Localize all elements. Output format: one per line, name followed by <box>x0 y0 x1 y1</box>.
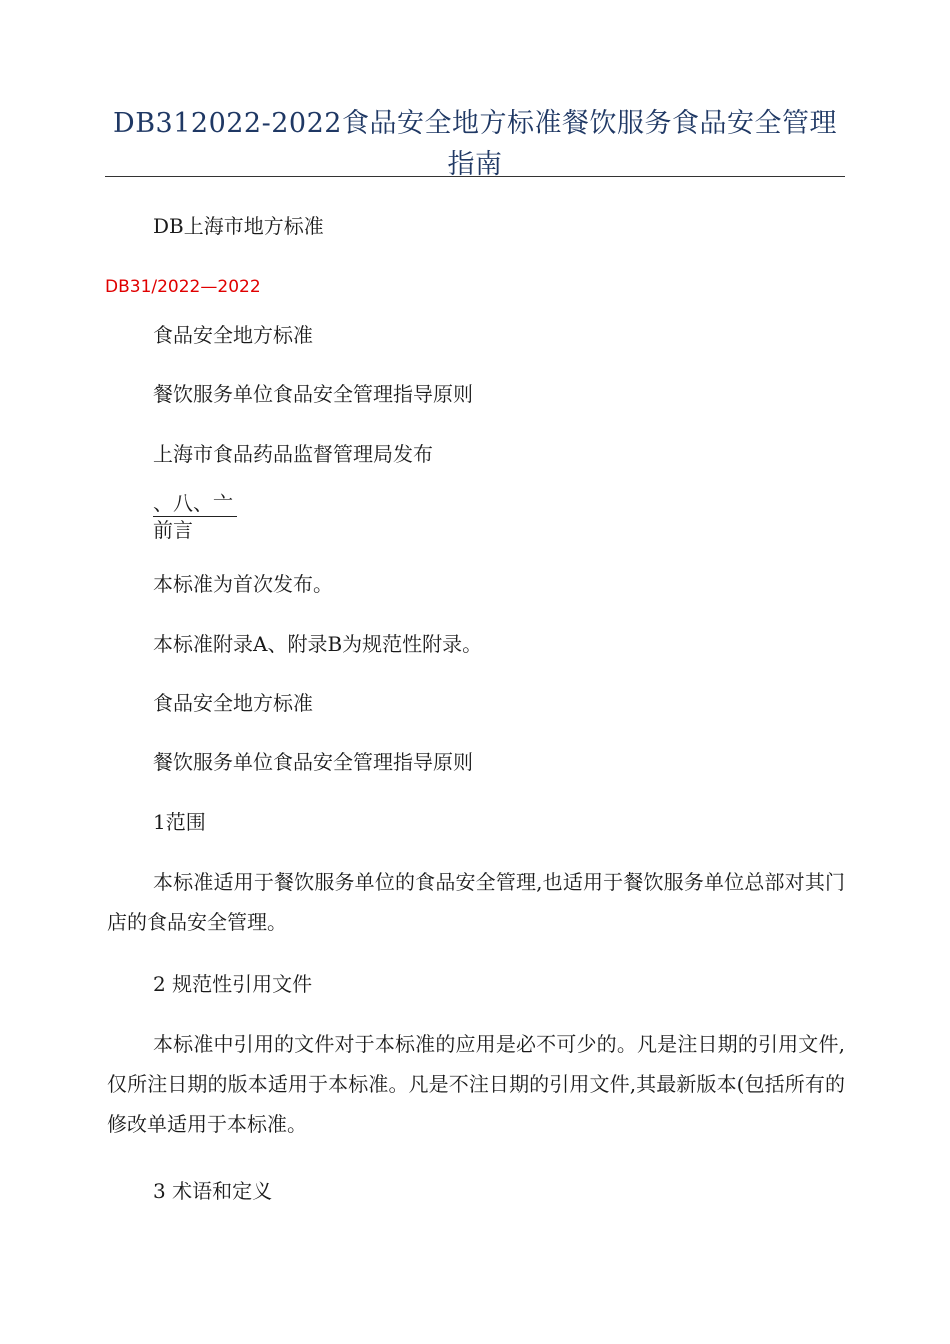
section-1-text: 本标准适用于餐饮服务单位的食品安全管理,也适用于餐饮服务单位总部对其门店的食品安全管理。 <box>107 870 845 934</box>
cover-title: 餐饮服务单位食品安全管理指导原则 <box>153 382 473 406</box>
title-divider <box>105 176 845 177</box>
header-line: DB上海市地方标准 <box>153 214 324 238</box>
section-2-heading: 2 规范性引用文件 <box>153 972 313 996</box>
foreword-paragraph-1: 本标准为首次发布。 <box>153 572 333 596</box>
issuer-line: 上海市食品药品监督管理局发布 <box>153 442 433 466</box>
document-title: DB312022-2022食品安全地方标准餐饮服务食品安全管理指南 <box>113 108 837 180</box>
section-1-heading: 1范围 <box>153 810 206 834</box>
foreword-paragraph-2: 本标准附录A、附录B为规范性附录。 <box>153 632 483 656</box>
body-title: 餐饮服务单位食品安全管理指导原则 <box>153 750 473 774</box>
section-2-text: 本标准中引用的文件对于本标准的应用是必不可少的。凡是注日期的引用文件,仅所注日期的版本适用于本标准。凡是不注日期的引用文件,其最新版本(包括所有的修改单适用于本标准。 <box>107 1032 845 1136</box>
cover-category: 食品安全地方标准 <box>153 323 313 347</box>
stray-marks: 、八、亠 <box>153 490 237 517</box>
foreword-heading: 前言 <box>153 518 193 542</box>
standard-number: DB31/2022—2022 <box>105 277 261 297</box>
body-category: 食品安全地方标准 <box>153 691 313 715</box>
section-3-heading: 3 术语和定义 <box>153 1179 273 1203</box>
